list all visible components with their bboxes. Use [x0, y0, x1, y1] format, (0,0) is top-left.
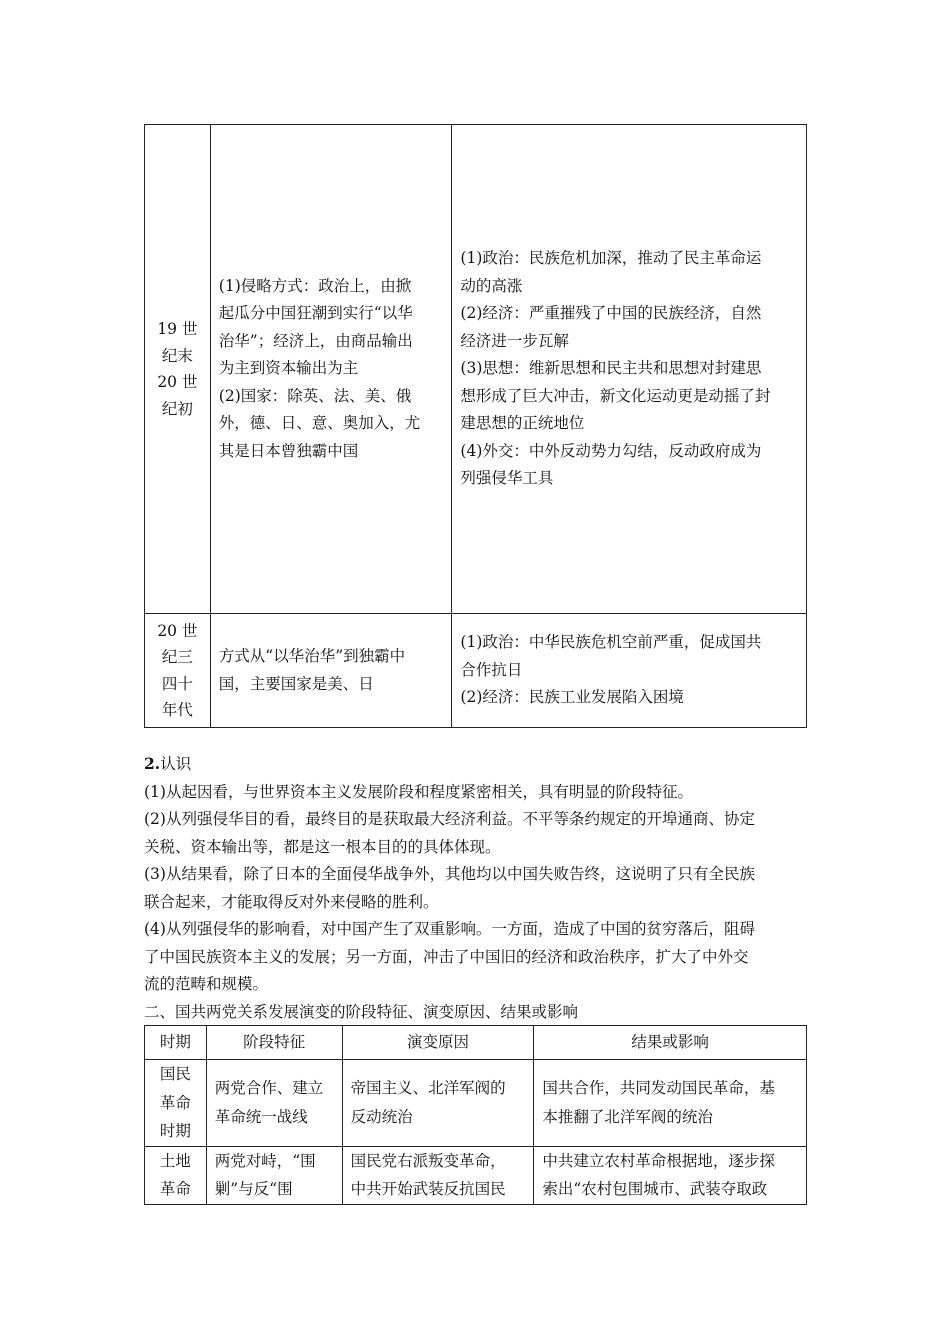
cell-line: 国民党右派叛变革命， [350, 1151, 506, 1170]
cell-line: (1)政治：民族危机加深，推动了民主革命运 [460, 249, 762, 268]
paragraph-line: 联合起来，才能取得反对外来侵略的胜利。 [144, 892, 439, 911]
heading-text: 认识 [160, 755, 192, 773]
period-cell [145, 1146, 207, 1204]
cell-line: 两党合作、建立 [214, 1079, 324, 1098]
cell-line: 反动统治 [350, 1107, 413, 1126]
cell-line: 想形成了巨大冲击，新文化运动更是动摇了封 [460, 386, 771, 405]
cell-line: 中共开始武装反抗国民 [350, 1180, 506, 1198]
results-cell [534, 1060, 807, 1147]
header-results: 结果或影响 [534, 1026, 807, 1060]
impacts-cell [452, 125, 807, 614]
cell-line: 方式从“以华治华”到独霸中 [218, 647, 406, 665]
cell-line: 革命 [159, 1093, 191, 1112]
features-cell [210, 125, 452, 614]
cell-line: 外，德、日、意、奥加入，尤 [218, 414, 421, 433]
paragraph-line: (2)从列强侵华目的看，最终目的是获取最大经济利益。不平等条约规定的开埠通商、协定 [144, 810, 755, 828]
paragraph-line: (3)从结果看，除了日本的全面侵华战争外，其他均以中国失败告终，这说明了只有全民族 [144, 865, 755, 883]
paragraph-line: 流的范畴和规模。 [144, 975, 269, 993]
header-causes: 演变原因 [342, 1026, 534, 1060]
cell-line: 两党对峙，“围 [214, 1151, 316, 1170]
cell-line: 20 世 [157, 373, 198, 391]
cell-line: 经济进一步瓦解 [460, 331, 569, 350]
cell-line: 剿”与反“围 [214, 1180, 293, 1198]
cell-line: 国共合作，共同发动国民革命，基 [542, 1079, 775, 1098]
header-features: 阶段特征 [206, 1026, 342, 1060]
cell-line: (1)侵略方式：政治上，由掀 [218, 276, 412, 295]
cell-line: 国，主要国家是美、日 [218, 674, 374, 693]
table-row [145, 614, 807, 728]
cell-line: 中共建立农村革命根据地，逐步探 [542, 1151, 775, 1170]
cell-line: 纪三 [161, 648, 193, 666]
cell-line: 为主到资本输出为主 [218, 359, 359, 378]
cell-line: (1)政治：中华民族危机空前严重，促成国共 [460, 633, 762, 652]
paragraph-line: 关税、资本输出等，都是这一根本目的的具体体现。 [144, 837, 501, 856]
cell-line: 列强侵华工具 [460, 469, 554, 488]
period-cell [145, 614, 211, 728]
cell-line: (2)经济：严重摧残了中国的民族经济，自然 [460, 304, 762, 323]
cell-line: 纪初 [161, 399, 193, 418]
cell-line: (3)思想：维新思想和民主共和思想对封建思 [460, 359, 762, 378]
table-row [145, 1146, 807, 1204]
header-period: 时期 [145, 1026, 207, 1060]
cell-line: 20 世 [157, 621, 198, 640]
paragraph-line: (1)从起因看，与世界资本主义发展阶段和程度紧密相关，具有明显的阶段特征。 [144, 782, 693, 801]
cell-line: (4)外交：中外反动势力勾结，反动政府成为 [460, 441, 762, 460]
understanding-section [144, 750, 814, 1026]
cell-line: 纪末 [161, 346, 193, 365]
table-header-row [145, 1026, 807, 1060]
cell-line: 合作抗日 [460, 660, 523, 679]
cell-line: 索出“农村包围城市、武装夺取政 [542, 1180, 768, 1198]
kmt-ccp-relations-table [144, 1025, 807, 1205]
aggression-stages-table [144, 124, 807, 728]
cell-line: 国民 [159, 1065, 191, 1083]
features-cell [210, 614, 452, 728]
table-row [145, 1060, 807, 1147]
cell-line: 起瓜分中国狂潮到实行“以华 [218, 304, 413, 323]
cell-line: (2)国家：除英、法、美、俄 [218, 386, 412, 405]
results-cell [534, 1146, 807, 1204]
cell-line: 土地 [159, 1151, 191, 1170]
causes-cell [342, 1146, 534, 1204]
paragraph-line: (4)从列强侵华的影响看，对中国产生了双重影响。一方面，造成了中国的贫穷落后，阻碍 [144, 920, 755, 938]
period-cell [145, 1060, 207, 1147]
cell-line: 四十 [161, 674, 193, 693]
causes-cell [342, 1060, 534, 1147]
cell-line: 建思想的正统地位 [460, 414, 585, 433]
cell-line: 时期 [159, 1122, 191, 1140]
cell-line: 年代 [161, 701, 193, 719]
paragraph-line: 了中国民族资本主义的发展；另一方面，冲击了中国旧的经济和政治秩序，扩大了中外交 [144, 947, 749, 966]
cell-line: 19 世 [157, 320, 198, 338]
section-heading [144, 750, 814, 779]
period-cell [145, 125, 211, 614]
cell-line: 其是日本曾独霸中国 [218, 441, 359, 460]
heading-number: 2. [144, 754, 161, 773]
cell-line: 本推翻了北洋军阀的统治 [542, 1107, 713, 1126]
features-cell [206, 1146, 342, 1204]
cell-line: 革命 [159, 1180, 191, 1198]
cell-line: (2)经济：民族工业发展陷入困境 [460, 688, 684, 707]
cell-line: 动的高涨 [460, 276, 523, 295]
section-title: 二、国共两党关系发展演变的阶段特征、演变原因、结果或影响 [144, 1002, 579, 1021]
features-cell [206, 1060, 342, 1147]
cell-line: 革命统一战线 [214, 1107, 308, 1126]
table-row [145, 125, 807, 614]
cell-line: 帝国主义、北洋军阀的 [350, 1079, 506, 1098]
cell-line: 治华”；经济上，由商品输出 [218, 331, 413, 350]
impacts-cell [452, 614, 807, 728]
